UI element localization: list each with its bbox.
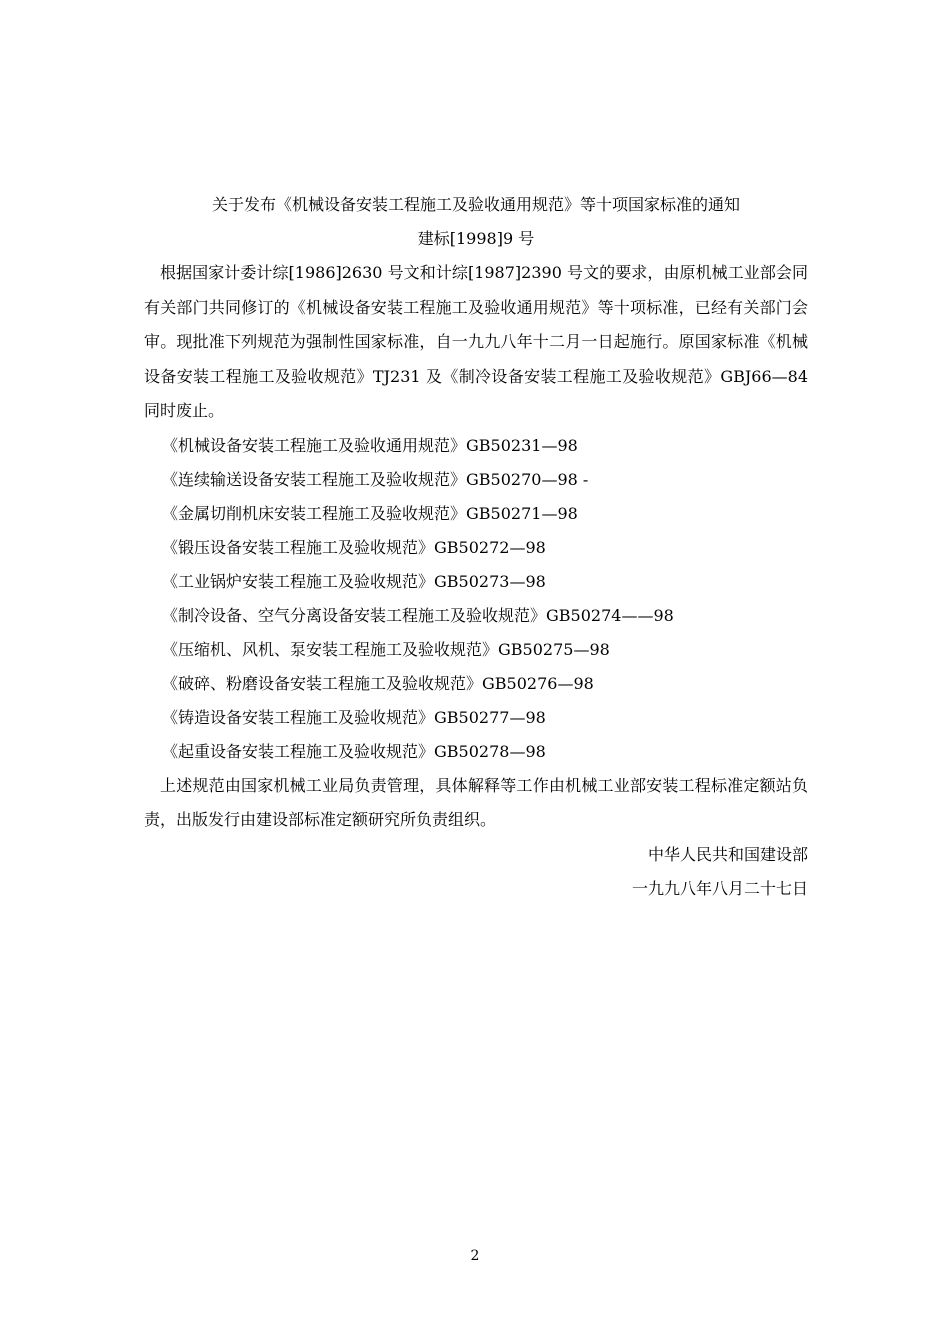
standard-item: 《制冷设备、空气分离设备安装工程施工及验收规范》GB50274——98 (162, 605, 674, 625)
body-paragraph: 根据国家计委计综[1986]2630 号文和计综[1987]2390 号文的要求，由原机械工业部会同有关部门共同修订的《机械设备安装工程施工及验收通用规范》等十项标准，已经有关部门会审。现批准下列规范为强制性国家标准，自一九九八年十二月一日起施行。原国家标准《机械设备安装工程施工及验收规范》TJ231 及《制冷设备安装工程施工及验收规范》GBJ66—84 同时废止。 (144, 263, 808, 420)
standard-item: 《破碎、粉磨设备安装工程施工及验收规范》GB50276—98 (162, 673, 594, 693)
notice-title: 关于发布《机械设备安装工程施工及验收通用规范》等十项国家标准的通知 (211, 195, 740, 214)
standard-item: 《铸造设备安装工程施工及验收规范》GB50277—98 (162, 707, 546, 727)
standard-item: 《起重设备安装工程施工及验收规范》GB50278—98 (162, 741, 546, 761)
standard-item: 《锻压设备安装工程施工及验收规范》GB50272—98 (162, 537, 546, 557)
standard-item: 《工业锅炉安装工程施工及验收规范》GB50273—98 (162, 571, 546, 591)
page-number: 2 (470, 1248, 480, 1264)
standard-item: 《连续输送设备安装工程施工及验收规范》GB50270—98 - (162, 469, 589, 489)
document-number: 建标[1998]9 号 (417, 229, 535, 248)
issue-date: 一九九八年八月二十七日 (631, 878, 808, 898)
standards-list (144, 429, 808, 769)
standard-item: 《机械设备安装工程施工及验收通用规范》GB50231—98 (162, 435, 578, 455)
management-paragraph: 上述规范由国家机械工业局负责管理，具体解释等工作由机械工业部安装工程标准定额站负责，出版发行由建设部标准定额研究所负责组织。 (144, 775, 808, 829)
issuer-name: 中华人民共和国建设部 (647, 844, 808, 864)
standard-item: 《压缩机、风机、泵安装工程施工及验收规范》GB50275—98 (162, 639, 610, 659)
standard-item: 《金属切削机床安装工程施工及验收规范》GB50271—98 (162, 503, 578, 523)
notice-content (144, 188, 808, 906)
